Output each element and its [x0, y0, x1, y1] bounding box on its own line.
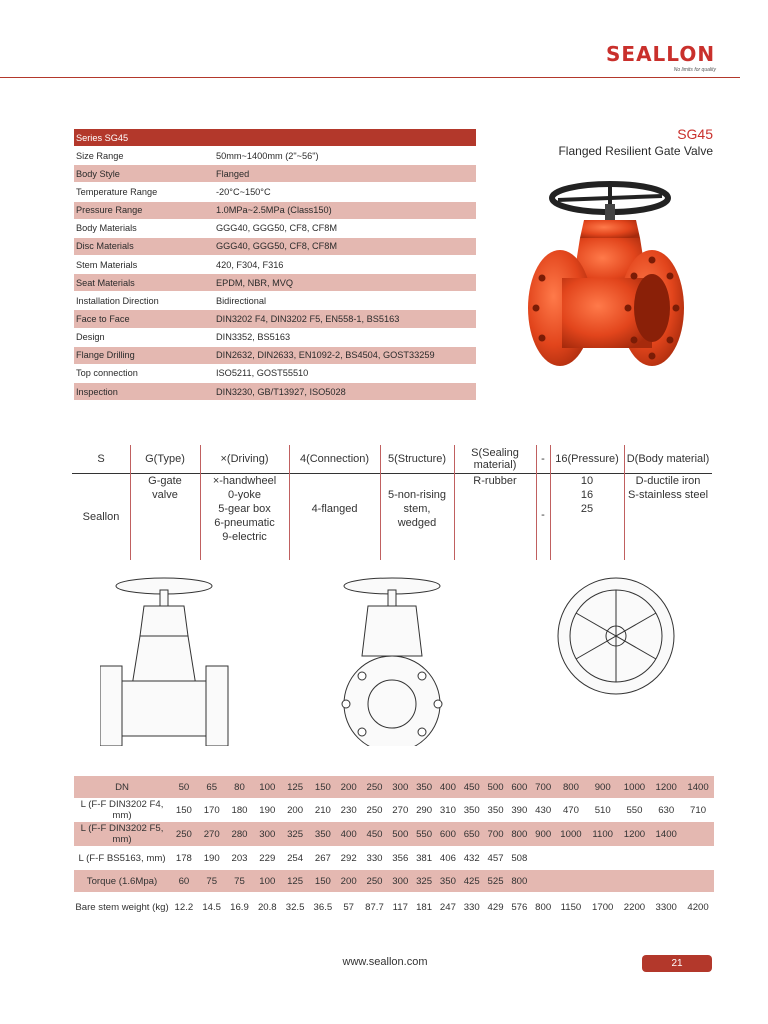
size-cell: 1400	[650, 822, 682, 846]
size-row-label: L (F-F DIN3202 F4, mm)	[80, 799, 164, 821]
designation-header: S(Sealing material)	[471, 447, 519, 471]
size-cell: 350	[463, 804, 480, 816]
spec-row	[74, 129, 476, 147]
size-cell	[619, 846, 651, 870]
spec-value: DIN2632, DIN2633, EN1092-2, BS4504, GOST33259	[214, 346, 476, 364]
size-row-label: L (F-F DIN3202 F5, mm)	[74, 822, 170, 846]
size-cell: 350	[436, 870, 460, 892]
size-cell	[619, 870, 651, 892]
size-cell: 1200	[619, 822, 651, 846]
size-cell: 406	[439, 852, 456, 864]
spec-row	[74, 382, 476, 400]
size-cell: 290	[416, 804, 433, 816]
specification-table	[74, 129, 476, 401]
size-cell: 60	[170, 870, 198, 892]
size-cell: 125	[281, 870, 309, 892]
size-cell: 800	[507, 870, 531, 892]
size-cell: 100	[253, 776, 281, 798]
spec-key: Face to Face	[74, 310, 214, 328]
spec-value: DIN3352, BS5163	[214, 328, 476, 346]
size-cell: 100	[253, 870, 281, 892]
size-cell: 330	[463, 901, 480, 913]
size-row-label: Torque (1.6Mpa)	[74, 870, 170, 892]
valve-technical-drawings	[100, 576, 700, 746]
designation-header: -	[541, 453, 545, 465]
size-cell: 254	[287, 852, 304, 864]
size-cell: 1000	[555, 822, 587, 846]
size-cell: 87.7	[365, 901, 384, 913]
spec-key: Body Materials	[74, 219, 214, 237]
size-cell: 292	[340, 852, 357, 864]
designation-cell: 4-flanged	[311, 503, 358, 515]
designation-cell: 5-non-rising stem, wedged	[387, 489, 447, 529]
size-cell: 310	[439, 804, 456, 816]
designation-header: D(Body material)	[626, 453, 710, 465]
size-cell: 350	[309, 822, 337, 846]
product-code: SG45	[677, 126, 713, 142]
spec-key: Pressure Range	[74, 201, 214, 219]
size-cell: 390	[511, 804, 528, 816]
size-row-label: L (F-F BS5163, mm)	[78, 852, 166, 864]
size-cell: 525	[484, 870, 508, 892]
spec-key: Top connection	[74, 364, 214, 382]
size-cell: 457	[487, 852, 504, 864]
designation-header: S	[97, 453, 105, 465]
size-cell: 280	[226, 822, 254, 846]
size-cell	[531, 870, 555, 892]
spec-row	[74, 147, 476, 165]
spec-key: Temperature Range	[74, 183, 214, 201]
size-cell: 36.5	[313, 901, 333, 913]
size-cell: 400	[337, 822, 361, 846]
size-cell: 75	[226, 870, 254, 892]
size-cell: 1700	[592, 901, 614, 913]
size-cell: 190	[203, 852, 220, 864]
size-cell: 576	[511, 901, 528, 913]
size-cell: 230	[340, 804, 357, 816]
size-cell: 250	[366, 804, 383, 816]
size-cell: 710	[690, 804, 707, 816]
spec-row	[74, 364, 476, 382]
size-cell: 300	[253, 822, 281, 846]
size-cell: 356	[392, 852, 409, 864]
size-cell	[555, 846, 587, 870]
brand-name: SEALLON	[606, 42, 716, 66]
size-cell: 12.2	[174, 901, 194, 913]
size-cell: 14.5	[202, 901, 222, 913]
page-number-badge: 21	[642, 955, 712, 972]
size-row-label: DN	[74, 776, 170, 798]
size-cell: 1200	[650, 776, 682, 798]
size-cell: 57	[343, 901, 355, 913]
designation-header: G(Type)	[145, 453, 185, 465]
spec-key: Disc Materials	[74, 237, 214, 255]
size-cell: 270	[392, 804, 409, 816]
spec-value: Bidirectional	[214, 292, 476, 310]
size-cell: 170	[203, 804, 220, 816]
spec-value: GGG40, GGG50, CF8, CF8M	[214, 219, 476, 237]
size-cell	[650, 870, 682, 892]
size-cell: 700	[484, 822, 508, 846]
size-cell	[555, 870, 587, 892]
spec-key: Size Range	[74, 147, 214, 165]
top-view-drawing	[558, 578, 674, 694]
spec-key: Series SG45	[74, 129, 214, 147]
size-cell: 4200	[687, 901, 709, 913]
designation-header: 5(Structure)	[387, 453, 447, 465]
spec-value: Flanged	[214, 165, 476, 183]
size-cell: 1100	[587, 822, 619, 846]
designation-header: 16(Pressure)	[555, 453, 619, 465]
size-row	[74, 798, 714, 822]
size-cell: 600	[436, 822, 460, 846]
size-cell: 550	[626, 804, 643, 816]
spec-key: Inspection	[74, 382, 214, 400]
size-cell: 200	[287, 804, 304, 816]
designation-cell: Seallon	[82, 511, 120, 523]
spec-row	[74, 310, 476, 328]
size-cell	[587, 870, 619, 892]
size-cell: 247	[439, 901, 456, 913]
spec-key: Body Style	[74, 165, 214, 183]
size-cell: 190	[259, 804, 276, 816]
spec-key: Seat Materials	[74, 274, 214, 292]
designation-header: ×(Driving)	[220, 453, 269, 465]
size-cell: 600	[507, 776, 531, 798]
size-cell: 1000	[619, 776, 651, 798]
size-dimension-table	[74, 776, 714, 922]
size-cell: 325	[412, 870, 436, 892]
size-cell: 429	[487, 901, 504, 913]
size-cell: 900	[587, 776, 619, 798]
side-view-drawing	[100, 578, 228, 746]
size-cell: 250	[361, 870, 389, 892]
spec-value: GGG40, GGG50, CF8, CF8M	[214, 237, 476, 255]
size-cell: 267	[314, 852, 331, 864]
spec-key: Installation Direction	[74, 292, 214, 310]
size-cell: 125	[281, 776, 309, 798]
size-cell: 800	[535, 901, 552, 913]
size-cell: 350	[487, 804, 504, 816]
size-cell: 700	[531, 776, 555, 798]
size-cell: 150	[175, 804, 192, 816]
designation-cell: D-ductile iron S-stainless steel	[627, 475, 709, 501]
size-cell: 510	[594, 804, 611, 816]
spec-value: 420, F304, F316	[214, 255, 476, 273]
size-cell: 550	[412, 822, 436, 846]
size-cell: 117	[392, 901, 408, 913]
brand-logo-wordmark	[606, 42, 716, 66]
size-cell: 425	[460, 870, 484, 892]
size-cell: 330	[366, 852, 383, 864]
brand-tagline: No limits for quality	[673, 67, 716, 73]
size-cell: 32.5	[285, 901, 305, 913]
size-cell: 500	[388, 822, 412, 846]
size-cell: 181	[416, 901, 433, 913]
size-cell: 1400	[682, 776, 714, 798]
size-cell: 20.8	[257, 901, 277, 913]
spec-row	[74, 165, 476, 183]
designation-header: 4(Connection)	[299, 453, 370, 465]
size-cell: 2200	[623, 901, 646, 913]
size-cell: 80	[226, 776, 254, 798]
size-cell: 65	[198, 776, 226, 798]
size-cell: 381	[416, 852, 433, 864]
product-name: Flanged Resilient Gate Valve	[558, 144, 713, 158]
size-cell: 900	[531, 822, 555, 846]
size-cell: 229	[259, 852, 276, 864]
size-cell	[682, 870, 714, 892]
designation-cell: G-gate valve	[148, 475, 182, 501]
size-row	[74, 822, 714, 846]
size-cell: 203	[231, 852, 248, 864]
size-cell	[650, 846, 682, 870]
size-cell: 50	[170, 776, 198, 798]
spec-key: Flange Drilling	[74, 346, 214, 364]
size-cell: 400	[436, 776, 460, 798]
designation-cell: ×-handwheel 0-yoke 5-gear box 6-pneumatic 9-electric	[212, 475, 277, 543]
size-cell: 150	[309, 776, 337, 798]
size-row	[74, 870, 714, 892]
spec-row	[74, 183, 476, 201]
size-cell: 350	[412, 776, 436, 798]
header-divider	[0, 77, 740, 78]
spec-value: DIN3202 F4, DIN3202 F5, EN558-1, BS5163	[214, 310, 476, 328]
size-cell: 3300	[655, 901, 677, 913]
spec-row	[74, 292, 476, 310]
size-cell: 200	[337, 870, 361, 892]
spec-row	[74, 274, 476, 292]
size-cell: 800	[555, 776, 587, 798]
spec-value	[214, 129, 476, 147]
size-cell: 450	[361, 822, 389, 846]
size-cell: 270	[198, 822, 226, 846]
size-cell: 16.9	[230, 901, 249, 913]
size-cell: 300	[388, 776, 412, 798]
spec-row	[74, 346, 476, 364]
size-cell: 1150	[560, 901, 582, 913]
size-row	[74, 776, 714, 798]
designation-code-table	[72, 445, 712, 560]
size-cell: 210	[314, 804, 331, 816]
gate-valve-photo	[522, 178, 692, 388]
spec-row	[74, 237, 476, 255]
size-row	[74, 892, 714, 922]
size-cell: 508	[511, 852, 528, 864]
spec-value: EPDM, NBR, MVQ	[214, 274, 476, 292]
spec-row	[74, 328, 476, 346]
size-cell	[682, 822, 714, 846]
size-cell: 800	[507, 822, 531, 846]
size-cell: 200	[337, 776, 361, 798]
size-cell: 500	[484, 776, 508, 798]
size-cell: 300	[388, 870, 412, 892]
size-row	[74, 846, 714, 870]
spec-value: 1.0MPa~2.5MPa (Class150)	[214, 201, 476, 219]
spec-value: ISO5211, GOST55510	[214, 364, 476, 382]
front-view-drawing	[342, 578, 442, 746]
spec-value: DIN3230, GB/T13927, ISO5028	[214, 382, 476, 400]
size-cell: 430	[535, 804, 552, 816]
spec-value: 50mm~1400mm (2"~56")	[214, 147, 476, 165]
size-cell: 450	[460, 776, 484, 798]
spec-row	[74, 201, 476, 219]
size-cell: 470	[562, 804, 579, 816]
designation-cell: 10 16 25	[580, 475, 594, 515]
size-cell	[587, 846, 619, 870]
spec-row	[74, 255, 476, 273]
brand-logo	[606, 42, 716, 73]
size-cell: 180	[231, 804, 248, 816]
designation-cell: -	[541, 509, 545, 521]
size-cell: 150	[309, 870, 337, 892]
spec-row	[74, 219, 476, 237]
size-cell: 250	[361, 776, 389, 798]
spec-value: -20°C~150°C	[214, 183, 476, 201]
size-cell: 325	[281, 822, 309, 846]
size-cell	[531, 846, 555, 870]
size-cell: 178	[175, 852, 192, 864]
size-cell: 650	[460, 822, 484, 846]
footer-url: www.seallon.com	[342, 956, 428, 968]
size-cell	[682, 846, 714, 870]
size-cell: 432	[463, 852, 480, 864]
size-cell: 630	[658, 804, 675, 816]
designation-cell: R-rubber	[473, 475, 517, 487]
size-row-label: Bare stem weight (kg)	[75, 901, 169, 913]
spec-key: Design	[74, 328, 214, 346]
size-cell: 75	[198, 870, 226, 892]
spec-key: Stem Materials	[74, 255, 214, 273]
size-cell: 250	[170, 822, 198, 846]
